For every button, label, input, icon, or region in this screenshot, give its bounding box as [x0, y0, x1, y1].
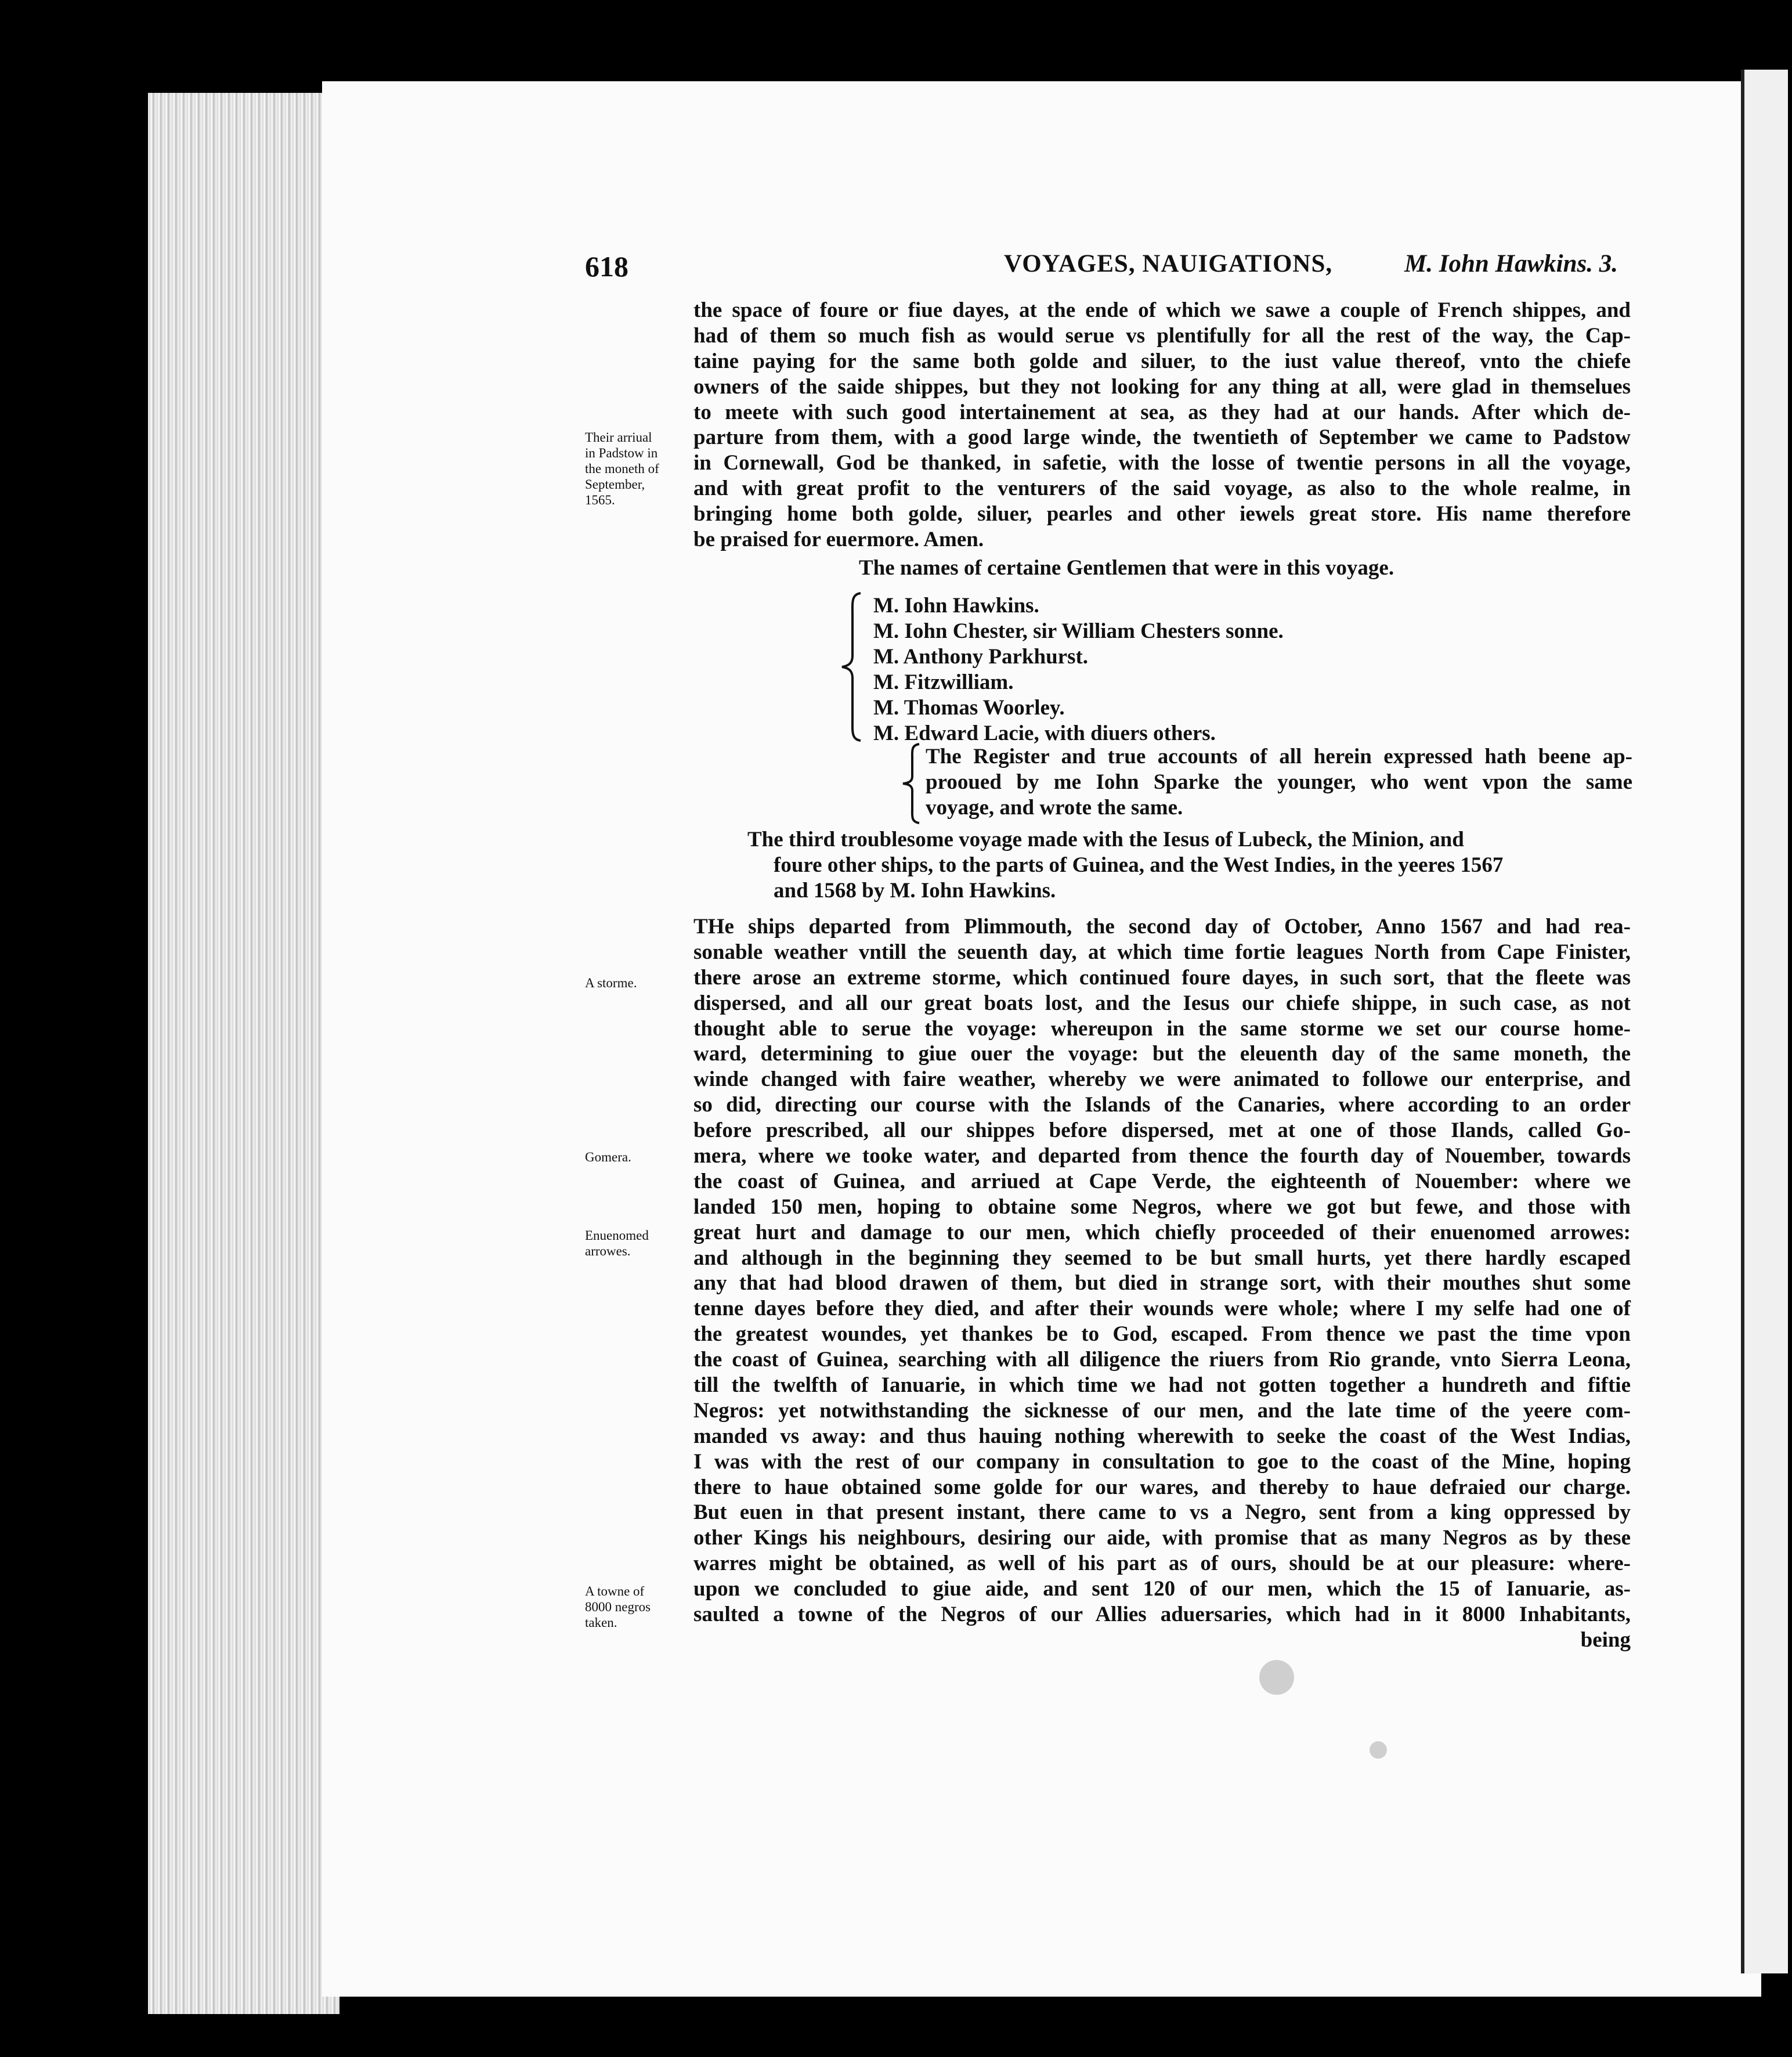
text-line: the space of foure or fiue dayes, at the ende of which we sawe a couple of French shippes, and [693, 298, 1631, 322]
text-line: taine paying for the same both golde and siluer, to the iust value thereof, vnto the chiefe [693, 349, 1631, 373]
text-line: and with great profit to the venturers of the said voyage, as also to the whole realme, in [693, 477, 1631, 501]
narrative-paragraph [693, 914, 1631, 1653]
margin-note-line: A towne of [585, 1584, 645, 1598]
text-line: mera, where we tooke water, and departed from thence the fourth day of Nouember, towards [693, 1144, 1631, 1168]
margin-note-line: 1565. [585, 493, 615, 507]
page-fore-edge [148, 93, 339, 2014]
text-line: had of them so much fish as would serue vs plentifully for all the rest of the way, the Cap- [693, 323, 1631, 348]
margin-note-towne [585, 1583, 684, 1630]
page-number: 618 [585, 250, 628, 283]
running-title: VOYAGES, NAUIGATIONS, [1004, 250, 1333, 277]
text-line: But euen in that present instant, there came to vs a Negro, sent from a king oppressed by [693, 1500, 1631, 1525]
text-line: Negros: yet notwithstanding the sicknesse of our men, and the late time of the yeere com- [693, 1398, 1631, 1423]
text-line: the greatest woundes, yet thankes be to God, escaped. From thence we past the time vpon [693, 1322, 1631, 1347]
margin-note-line: A storme. [585, 976, 637, 990]
intro-paragraph [693, 298, 1631, 553]
catchword: being [1580, 1627, 1631, 1652]
list-item: M. Fitzwilliam. [873, 670, 1014, 694]
ink-smudge [1370, 1741, 1387, 1759]
text-line: till the twelfth of Ianuarie, in which time we had not gotten together a hundreth and fiftie [693, 1373, 1631, 1398]
list-item: M. Iohn Chester, sir William Chesters sonne. [873, 619, 1284, 643]
voyage-title [747, 827, 1586, 904]
text-line: sonable weather vntill the seuenth day, at which time fortie leagues North from Cape Finister, [693, 940, 1631, 964]
text-line: great hurt and damage to our men, which chiefly proceeded of their enuenomed arrowes: [693, 1220, 1631, 1244]
text-line: THe ships departed from Plimmouth, the second day of October, Anno 1567 and had rea- [693, 915, 1631, 939]
title-line: The third troublesome voyage made with the Iesus of Lubeck, the Minion, and [747, 828, 1464, 851]
ink-smudge [1259, 1660, 1294, 1695]
margin-note-storme [585, 975, 684, 991]
text-line: the coast of Guinea, searching with all diligence the riuers from Rio grande, vnto Sierra Leona, [693, 1348, 1631, 1372]
text-line: there arose an extreme storme, which continued foure dayes, in such sort, that the fleete was [693, 965, 1631, 990]
text-line: voyage, and wrote the same. [926, 796, 1183, 820]
text-line: saulted a towne of the Negros of our Allies aduersaries, which had in it 8000 Inhabitants, [693, 1603, 1631, 1627]
list-item: M. Edward Lacie, with diuers others. [873, 721, 1216, 745]
margin-note-line: 8000 negros [585, 1600, 651, 1614]
text-line: parture from them, with a good large winde, the twentieth of September we came to Padstow [693, 425, 1631, 450]
list-item: M. Anthony Parkhurst. [873, 645, 1089, 669]
title-line: and 1568 by M. Iohn Hawkins. [774, 879, 1056, 903]
margin-note-line: Their arriual [585, 430, 652, 445]
text-line: landed 150 men, hoping to obtaine some Negros, where we got but fewe, and those with [693, 1194, 1631, 1219]
text-line: other Kings his neighbours, desiring our aide, with promise that as many Negros as by these [693, 1526, 1631, 1550]
running-section: M. Iohn Hawkins. 3. [1404, 250, 1618, 277]
text-line: the coast of Guinea, and arriued at Cape Verde, the eighteenth of Nouember: where we [693, 1169, 1631, 1193]
text-line: owners of the saide shippes, but they not looking for any thing at all, were glad in themselues [693, 374, 1631, 399]
text-line: warres might be obtained, as well of his part as of ours, should be at our pleasure: where- [693, 1551, 1631, 1576]
text-line: upon we concluded to giue aide, and sent 120 of our men, which the 15 of Ianuarie, as- [693, 1577, 1631, 1601]
text-line: tenne dayes before they died, and after their wounds were whole; where I my selfe had one of [693, 1297, 1631, 1321]
attestation-brace [901, 743, 922, 824]
margin-note-arrowes [585, 1228, 684, 1259]
text-line: thought able to serue the voyage: whereupon in the same storme we set our course home- [693, 1016, 1631, 1041]
margin-note-line: taken. [585, 1615, 617, 1630]
text-line: there to haue obtained some golde for our wares, and thereby to haue defraied our charge. [693, 1475, 1631, 1499]
title-line: foure other ships, to the parts of Guinea, and the West Indies, in the yeeres 1567 [774, 853, 1504, 877]
left-brace [840, 592, 863, 742]
margin-note-line: the moneth of [585, 461, 659, 476]
text-line: I was with the rest of our company in consultation to goe to the coast of the Mine, hoping [693, 1449, 1631, 1474]
text-line: so did, directing our course with the Islands of the Canaries, where according to an order [693, 1093, 1631, 1117]
text-line: The Register and true accounts of all herein expressed hath beene ap- [926, 745, 1632, 768]
text-line: and although in the beginning they seemed to be but small hurts, yet there hardly escaped [693, 1246, 1631, 1270]
text-line: prooued by me Iohn Sparke the younger, who went vpon the same [926, 770, 1632, 794]
text-line: before prescribed, all our shippes before dispersed, met at one of those Ilands, called Go- [693, 1118, 1631, 1143]
text-line: in Cornewall, God be thanked, in safetie, with the losse of twentie persons in all the voyage, [693, 451, 1631, 475]
text-line: to meete with such good intertainement at sea, as they had at our hands. After which de- [693, 400, 1631, 424]
list-item: M. Iohn Hawkins. [873, 594, 1039, 618]
names-heading: The names of certaine Gentlemen that were in this voyage. [859, 556, 1394, 580]
margin-note-gomera [585, 1149, 684, 1165]
text-line: bringing home both golde, siluer, pearles and other iewels great store. His name therefore [693, 502, 1631, 526]
text-line: any that had blood drawen of them, but died in strange sort, with their mouthes shut some [693, 1271, 1631, 1295]
margin-note-line: Gomera. [585, 1150, 631, 1164]
text-line: be praised for euermore. Amen. [693, 528, 984, 552]
text-line: winde changed with faire weather, whereby we were animated to followe our enterprise, and [693, 1067, 1631, 1092]
margin-note-line: September, [585, 477, 645, 492]
margin-note-line: Enuenomed [585, 1228, 649, 1243]
text-line: ward, determining to giue ouer the voyage: but the eleuenth day of the same moneth, the [693, 1042, 1631, 1066]
facing-page-edge [1741, 70, 1788, 1973]
attestation [926, 744, 1632, 821]
margin-note-line: in Padstow in [585, 446, 658, 460]
text-line: manded vs away: and thus hauing nothing wherewith to seeke the coast of the West Indias, [693, 1424, 1631, 1448]
text-line: dispersed, and all our great boats lost, and the Iesus our chiefe shippe, in such case, as not [693, 991, 1631, 1015]
margin-note-padstow [585, 430, 684, 508]
margin-note-line: arrowes. [585, 1244, 631, 1258]
names-list [873, 593, 1284, 746]
list-item: M. Thomas Woorley. [873, 696, 1065, 720]
